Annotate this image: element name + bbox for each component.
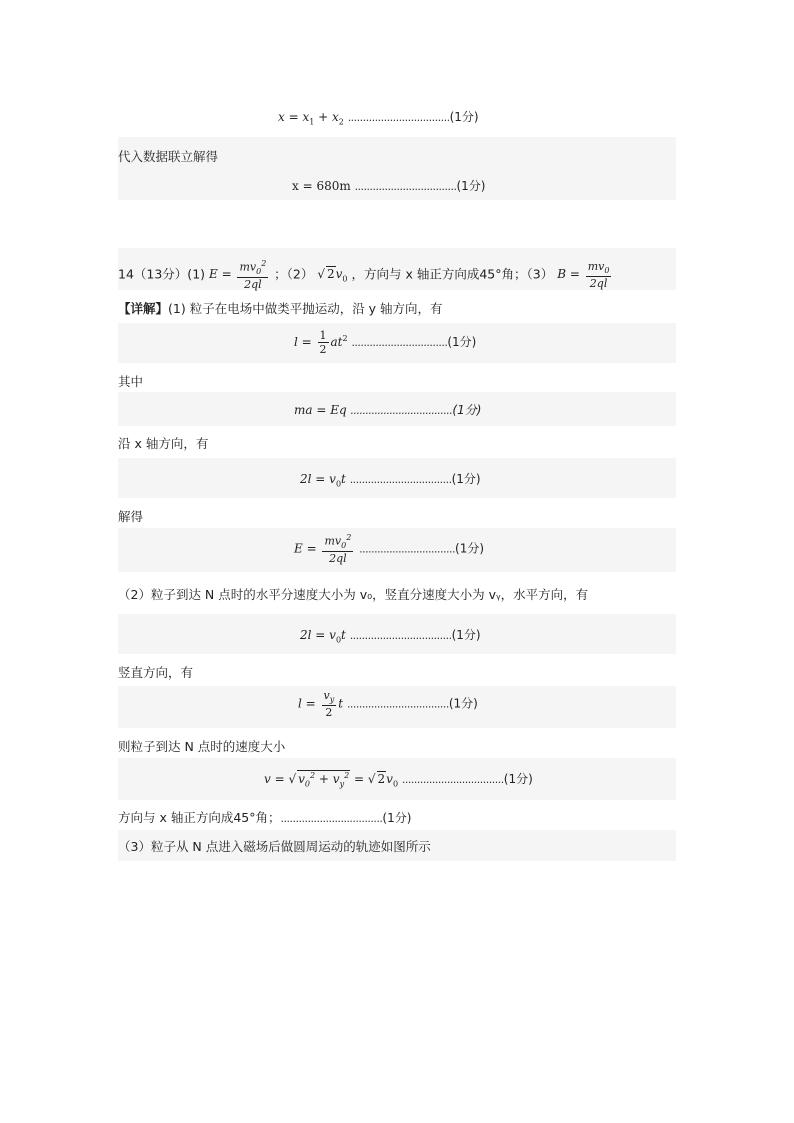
text-vertical: 竖直方向，有 [118,665,194,680]
text-solve: 解得 [118,509,144,524]
score-mark: (1分) [447,335,477,349]
leader-dots: ................................ [351,336,448,349]
equation-row-2l [118,458,676,498]
where-row [118,368,676,392]
score-mark: (1分) [455,541,485,556]
speed-row [118,733,676,757]
block-substitute [118,137,676,200]
answer-velocity: √ $2v_0$ [317,267,348,284]
answer-E: E = $\frac{mv_0^2}{2ql}$ [209,259,267,291]
score-mark: (1分) [456,179,486,193]
leader-dots: .................................. [354,180,457,193]
part3-row [118,830,676,861]
leader-dots: .................................. [346,697,449,711]
leader-dots: .................................. [347,111,450,124]
answer-B: B = $\frac{mv_0}{2ql}$ [557,259,610,291]
leader-dots: .................................. [280,812,383,825]
direction-row [118,804,676,828]
equation-row-ma [118,392,676,426]
equation-2l: $2l = v_0t$ ..................................(1分) [300,472,481,489]
detail-paragraph: 【详解】(1) 粒子在电场中做类平抛运动，沿 y 轴方向，有 [118,301,443,316]
equation-row-x-sum [118,105,676,129]
equation-row-E [118,528,676,572]
score-mark: (1分) [503,772,533,786]
equation-E: E = $\frac{mv_0^2}{2ql}$ ................................(1分) [294,533,485,565]
score-mark: (1分) [452,403,482,417]
text-part3: （3）粒子从 N 点进入磁场后做圆周运动的轨迹如图所示 [118,839,431,854]
equation-x-value: x = 680m ..................................(1分) [292,179,486,193]
equation-l-b: l = $\frac{v_y}{2}$ t ..................................(1分) [298,689,478,720]
score-mark: (1分) [449,110,479,124]
question-14-header: 14（13分）(1) E = $\frac{mv_0^2}{2ql}$ ；（2） √ $2v_0$ ，方向与 x 轴正方向成45°角；（3） B = $\frac{mv_0}{2ql}$ [118,260,613,290]
along-x-row [118,430,676,454]
score-mark: (1分) [448,696,478,711]
leader-dots: .................................. [349,629,452,642]
leader-dots: .................................. [350,404,453,417]
equation-2l-b: $2l = v_0t$ ..................................(1分) [300,628,481,645]
leader-dots: ................................ [359,542,456,556]
equation-ma: ma = Eq ..................................(1分) [294,403,482,417]
equation-x-sum: $x = x_1 + x_2$ ..................................(1分) [278,110,479,127]
text-direction: 方向与 x 轴正方向成45°角；..................................(1分) [118,810,412,825]
solve-row [118,503,676,527]
part2-row [118,581,676,605]
text-speed: 则粒子到达 N 点时的速度大小 [118,739,286,754]
equation-l: l = $\frac{1}{2}$ $at^2$ ................................(1分) [294,329,477,356]
text-part2: （2）粒子到达 N 点时的水平分速度大小为 v₀，竖直分速度大小为 vᵧ，水平方向，有 [118,587,589,602]
leader-dots: .................................. [349,473,452,486]
vertical-row [118,659,676,683]
score-mark: (1分) [451,472,481,486]
equation-row-l-b [118,686,676,728]
equation-row-v [118,758,676,800]
score-mark: (1分) [382,811,412,825]
text-along-x: 沿 x 轴方向，有 [118,436,209,451]
equation-row-l [118,323,676,363]
question-14-answer-row [118,248,676,290]
text-substitute: 代入数据联立解得 [118,149,219,164]
score-mark: (1分) [451,628,481,642]
text-where: 其中 [118,374,144,389]
equation-v: v = √ $v_0^2 + v_y^2$ = √ $2v_0$ ..................................(1分) [264,771,533,789]
equation-row-2l-b [118,614,676,654]
leader-dots: .................................. [401,773,504,786]
detail-row [118,295,676,319]
